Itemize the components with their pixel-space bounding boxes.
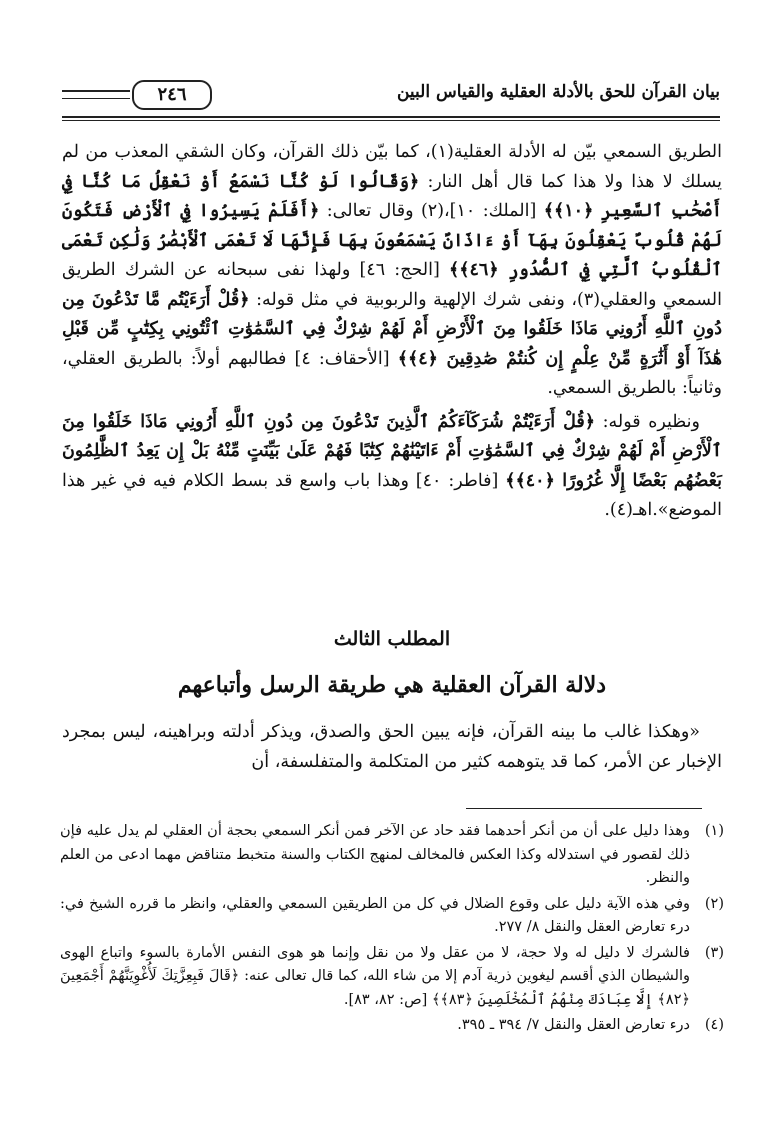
footnote-text: وهذا دليل على أن من أنكر أحدهما فقد حاد عن الآخر فمن أنكر السمعي بحجة أن العقلي لم يدل عليه فإن ذلك لقصور في استدلاله وكذا العكس فالمخالف لمنهج الكتاب والسنة متخبط متناقض مهما ادعى من العلم والنظر. — [60, 823, 690, 886]
footnote-text: وفي هذه الآية دليل على وقوع الضلال في كل من الطريقين السمعي والعقلي، وانظر ما قرره الشيخ في: درء تعارض العقل والنقل ٨/ ٢٧٧. — [60, 895, 690, 935]
text-segment: الطريق السمعي بيّن له الأدلة العقلية(١)، كما بيّن ذلك القرآن، وكان الشقي المعذب من لم يسلك لا هذا ولا هذا كما قال أهل النار: — [62, 142, 722, 192]
text-segment: [الأحقاف: ٤] فطالبهم أولاً: بالطريق العقلي، وثانياً: بالطريق السمعي. — [62, 348, 722, 398]
footnote-text: درء تعارض العقل والنقل ٧/ ٣٩٤ ـ ٣٩٥. — [457, 1017, 690, 1033]
running-title: بيان القرآن للحق بالأدلة العقلية والقياس البين — [396, 82, 720, 102]
paragraph-2 — [62, 408, 722, 526]
footnote — [60, 893, 724, 940]
quran-verse: ﴿أَفَلَمْ يَسِيرُوا فِي ٱلْأَرْضِ فَتَكُونَ لَهُمْ قُلُوبٌ يَعْقِلُونَ بِهَآ أَوْ ءَاذَانٌ يَسْمَعُونَ بِهَا فَإِنَّهَا لَا تَعْمَى ٱلْأَبْصَٰرُ وَلَٰكِن تَعْمَى ٱلْقُلُوبُ ٱلَّتِي فِي ٱلصُّدُورِ ﴿٤٦﴾﴾ — [62, 201, 723, 280]
page-number: ٢٤٦ — [132, 80, 212, 110]
footnote-number: (٤) — [704, 1017, 724, 1033]
section-text — [62, 714, 722, 777]
header-rule-thin — [62, 120, 720, 121]
header-rule — [62, 116, 720, 118]
main-text — [62, 138, 722, 526]
footnote-number: (٣) — [704, 944, 724, 961]
paragraph-3: «وهكذا غالب ما بينه القرآن، فإنه يبين الحق والصدق، ويذكر أدلته وبراهينه، ليس بمجرد الإخبار عن الأمر، كما قد يتوهمه كثير من المتكلمة والمتفلسفة، أن — [62, 722, 722, 772]
section-label: المطلب الثالث — [333, 628, 451, 650]
footnote-number: (١) — [704, 823, 724, 839]
quran-verse: ﴿وَقَالُوا لَوْ كُنَّا نَسْمَعُ أَوْ نَعْقِلُ مَا كُنَّا فِي أَصْحَٰبِ ٱلسَّعِيرِ ﴿١٠﴾﴾ — [62, 171, 723, 221]
text-segment: [الحج: ٤٦] ولهذا نفى سبحانه عن الشرك الطريق السمعي والعقلي(٣)، ونفى شرك الإلهية والربوبية في مثل قوله: — [62, 260, 722, 310]
quran-verse: ﴿قُلْ أَرَءَيْتُم مَّا تَدْعُونَ مِن دُونِ ٱللَّهِ أَرُونِي مَاذَا خَلَقُوا مِنَ ٱلْأَرْضِ أَمْ لَهُمْ شِرْكٌ فِي ٱلسَّمَٰوَٰتِ ٱئْتُونِي بِكِتَٰبٍ مِّن قَبْلِ هَٰذَآ أَوْ أَثَٰرَةٍ مِّنْ عِلْمٍ إِن كُنتُمْ صَٰدِقِينَ ﴿٤﴾﴾ — [62, 289, 722, 369]
page-header — [62, 76, 720, 120]
paragraph-1 — [62, 138, 722, 404]
quran-verse: ﴿قُلْ أَرَءَيْتُمْ شُرَكَآءَكُمُ ٱلَّذِينَ تَدْعُونَ مِن دُونِ ٱللَّهِ أَرُونِي مَاذَا خَلَقُوا مِنَ ٱلْأَرْضِ أَمْ لَهُمْ شِرْكٌ فِي ٱلسَّمَٰوَٰتِ أَمْ ءَاتَيْنَٰهُمْ كِتَٰبًا فَهُمْ عَلَىٰ بَيِّنَتٍ مِّنْهُ بَلْ إِن يَعِدُ ٱلظَّٰلِمُونَ بَعْضُهُم بَعْضًا إِلَّا غُرُورًا ﴿٤٠﴾﴾ — [62, 411, 722, 491]
section-title: دلالة القرآن العقلية هي طريقة الرسل وأتباعهم — [177, 672, 607, 698]
footnote-separator — [466, 808, 702, 809]
header-ornament-rule — [62, 90, 130, 99]
footnote-text: فالشرك لا دليل له ولا حجة، لا من عقل ولا من نقل وإنما هو هوى النفس الأمارة بالسوء واتباع الهوى والشيطان الذي أقسم ليغوين ذرية آدم إلا من شاء الله، كما قال تعالى عنه: ﴿قَالَ فَبِعِزَّتِكَ لَأُغْوِيَنَّهُمْ أَجْمَعِينَ ﴿٨٢﴾ إِلَّا عِبَادَكَ مِنْهُمُ ٱلْمُخْلَصِينَ ﴿٨٣﴾﴾ [ص: ٨٢، ٨٣]. — [60, 944, 690, 1008]
footnote — [60, 942, 724, 1013]
text-segment: [الملك: ١٠]،(٢) وقال تعالى: — [319, 201, 544, 221]
text-segment: ونظيره قوله: — [595, 411, 700, 432]
footnote — [60, 1014, 724, 1038]
footnote — [60, 820, 724, 891]
footnote-number: (٢) — [704, 895, 724, 912]
text-segment: [فاطر: ٤٠] وهذا باب واسع قد بسط الكلام فيه في غير هذا الموضع».اهـ(٤). — [62, 470, 722, 520]
footnotes — [60, 820, 724, 1040]
